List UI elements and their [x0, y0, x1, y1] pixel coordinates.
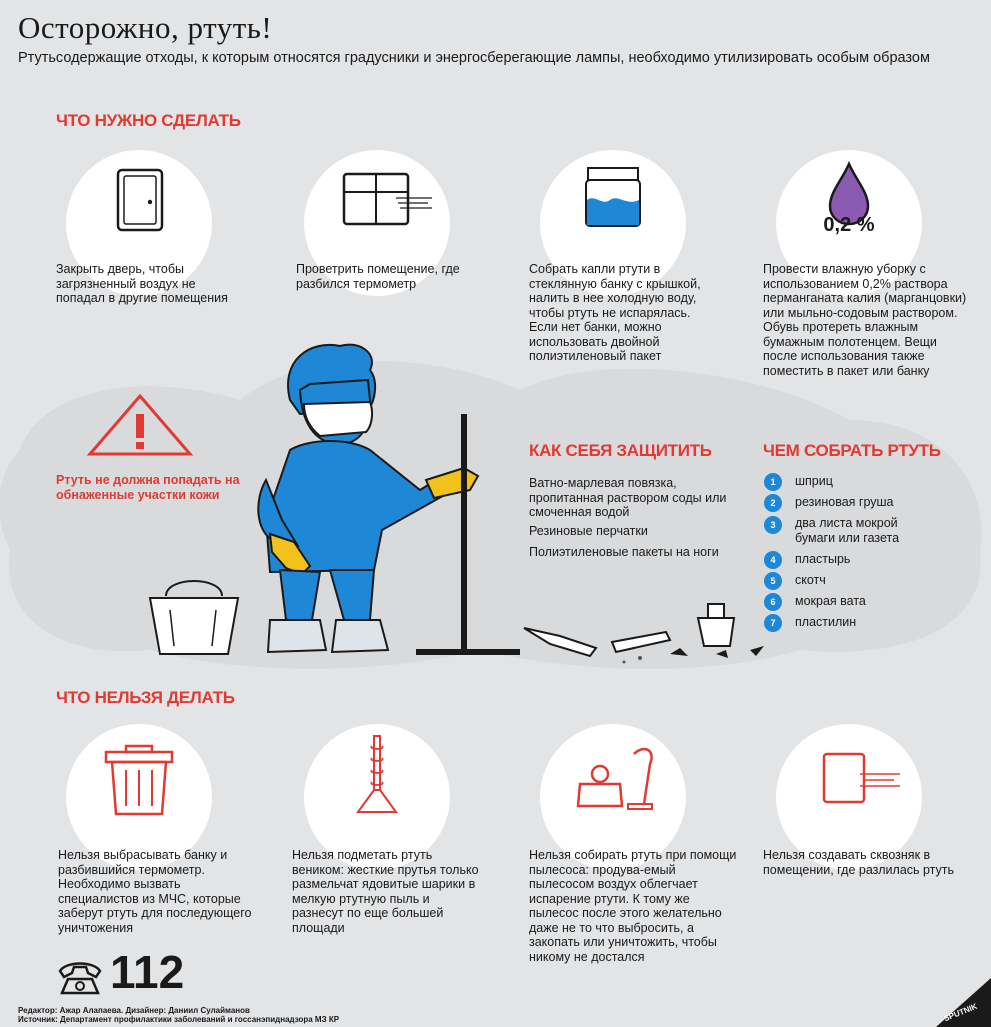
do-item-text: Провести влажную уборку с использованием 0,2% раствора перманганата калия (марганцовки) или мыльно-содовым раствором. Обувь протереть влажным бумажным полотенцем. Вещи после использования также поместить в пакет или банку: [763, 262, 967, 378]
do-item-text: Собрать капли ртути в стеклянную банку с крышкой, налить в нее холодную воду, чтобы ртуть не испарялась. Если нет банки, можно использовать двойной полиэтиленовый пакет: [529, 262, 701, 363]
do-item-text: Проветрить помещение, где разбился термометр: [296, 262, 460, 291]
sputnik-logo-shape: [926, 978, 991, 1027]
credits-source: Источник: Департамент профилактики заболеваний и госсанэпиднадзора МЗ КР: [18, 1015, 340, 1024]
dont-item-text: Нельзя собирать ртуть при помощи пылесоса: продува-емый пылесосом воздух облегчает испарение ртути. К тому же пылесос после этого желательно даже не то что выбросить, а закопать или уничтожить, чтобы никому не достался: [529, 848, 737, 964]
bucket-icon: [146, 570, 242, 660]
dont-item-text: Нельзя подметать ртуть веником: жесткие прутья только размельчат ядовитые шарики в мелкую ртутную пыль и разнесут по еще большей площади: [292, 848, 479, 935]
permanganate-badge: 0,2 %: [823, 214, 875, 236]
protect-item: Резиновые перчатки: [529, 524, 648, 538]
collect-item: пластилин: [795, 615, 857, 629]
protect-heading: КАК СЕБЯ ЗАЩИТИТЬ: [529, 441, 712, 460]
dont-item-text: Нельзя выбрасывать банку и разбившийся термометр. Необходимо вызвать специалистов из МЧС, которые заберут ртуть для последующего уничтожения: [58, 848, 252, 935]
collect-number: 4: [764, 551, 782, 569]
collect-number: 2: [764, 494, 782, 512]
collect-item: шприц: [795, 474, 833, 488]
collect-item: два листа мокрой бумаги или газета: [795, 516, 900, 545]
page-title: Осторожно, ртуть!: [18, 10, 273, 45]
collect-number: 3: [764, 516, 782, 534]
collect-item: резиновая груша: [795, 495, 894, 509]
collect-number: 6: [764, 593, 782, 611]
person-illustration: [250, 340, 530, 665]
warning-triangle-icon: [86, 392, 194, 460]
dont-section-heading: ЧТО НЕЛЬЗЯ ДЕЛАТЬ: [56, 688, 235, 707]
protect-item: Ватно-марлевая повязка, пропитанная раствором соды или смоченная водой: [529, 476, 727, 519]
sputnik-logo: SPUTNIK: [942, 1001, 979, 1024]
broken-thermometer-icon: [520, 598, 770, 668]
collect-heading: ЧЕМ СОБРАТЬ РТУТЬ: [763, 441, 941, 460]
collect-number: 1: [764, 473, 782, 491]
warning-text: Ртуть не должна попадать на обнаженные участки кожи: [56, 473, 240, 502]
telephone-icon: [56, 957, 104, 997]
emergency-number: 112: [110, 946, 185, 998]
do-item-text: Закрыть дверь, чтобы загрязненный воздух не попадал в другие помещения: [56, 262, 228, 305]
collect-item: скотч: [795, 573, 826, 587]
credits-editor: Редактор: Ажар Алапаева. Дизайнер: Даниил Сулайманов: [18, 1006, 250, 1015]
credits: [18, 1006, 339, 1024]
protect-item: Полиэтиленовые пакеты на ноги: [529, 545, 719, 559]
dont-item-text: Нельзя создавать сквозняк в помещении, где разлилась ртуть: [763, 848, 955, 877]
collect-number: 5: [764, 572, 782, 590]
collect-item: мокрая вата: [795, 594, 866, 608]
page-subtitle: Ртутьсодержащие отходы, к которым относятся градусники и энергосберегающие лампы, необходимо утилизировать особым образом: [18, 50, 930, 66]
collect-item: пластырь: [795, 552, 851, 566]
do-section-heading: ЧТО НУЖНО СДЕЛАТЬ: [56, 111, 241, 130]
collect-number: 7: [764, 614, 782, 632]
